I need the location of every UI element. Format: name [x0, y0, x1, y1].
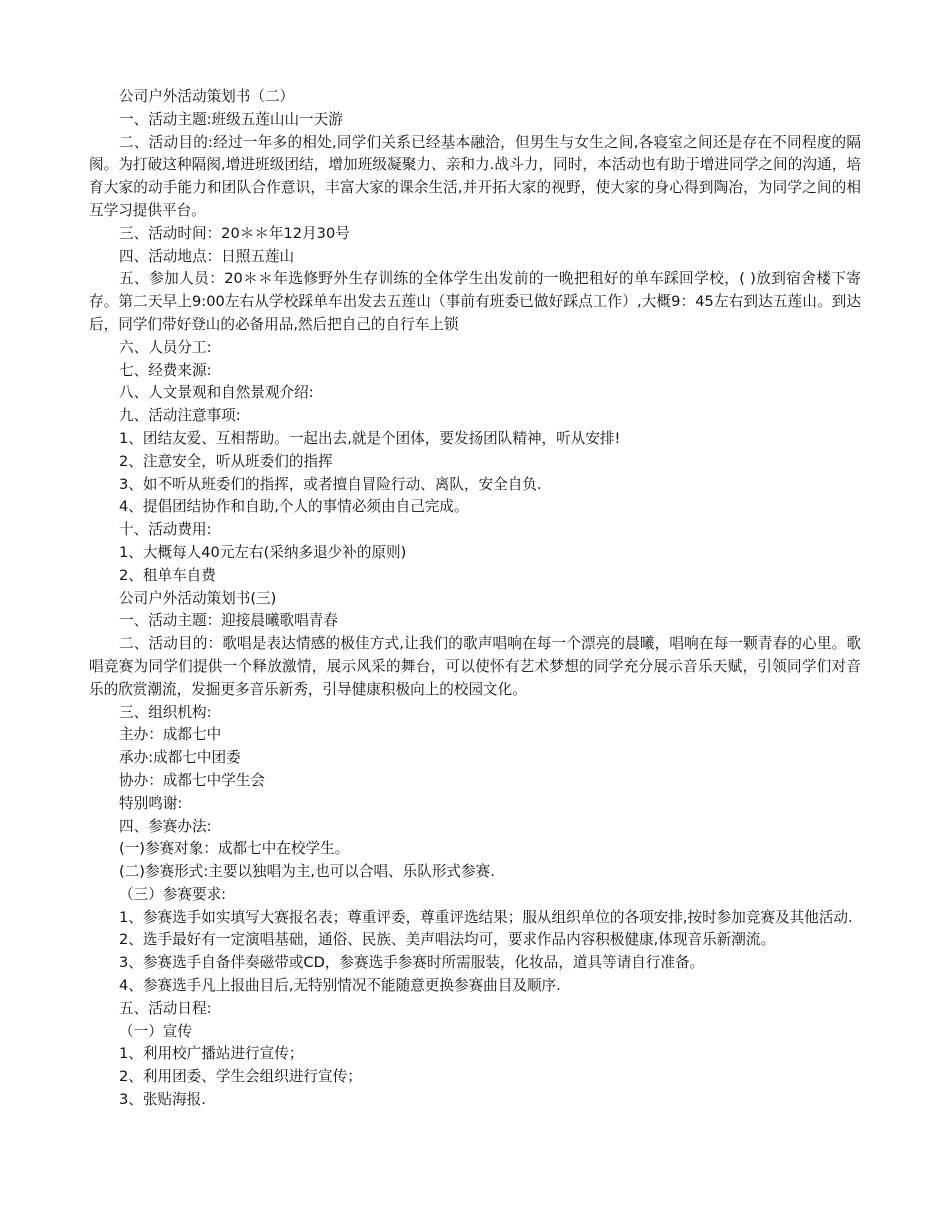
doc-title-3: 公司户外活动策划书(三) [119, 589, 277, 607]
paragraph: 协办：成都七中学生会 [119, 771, 265, 789]
paragraph: 四、活动地点：日照五莲山 [119, 247, 295, 265]
paragraph: 主办：成都七中 [119, 726, 222, 744]
list-item: (一)参赛对象：成都七中在校学生。 [119, 840, 350, 858]
list-item: 4、提倡团结协作和自助,个人的事情必须由自己完成。 [119, 498, 469, 516]
document-body [89, 86, 861, 1112]
list-item: 3、如不听从班委们的指挥，或者擅自冒险行动、离队，安全自负. [119, 475, 542, 493]
paragraph: 六、人员分工: [119, 338, 212, 356]
paragraph: 承办:成都七中团委 [119, 749, 241, 767]
paragraph: 七、经费来源: [119, 361, 212, 379]
list-item: 2、选手最好有一定演唱基础，通俗、民族、美声唱法均可，要求作品内容积极健康,体现音乐新潮流。 [119, 931, 776, 949]
paragraph: 一、活动主题：迎接晨曦歌唱青春 [119, 612, 338, 630]
list-item: 1、团结友爱、互相帮助。一起出去,就是个团体，要发扬团队精神，听从安排! [119, 429, 621, 447]
list-item: 3、参赛选手自备伴奏磁带或CD，参赛选手参赛时所需服装，化妆品，道具等请自行准备。 [119, 954, 705, 972]
paragraph: 二、活动目的:经过一年多的相处,同学们关系已经基本融洽，但男生与女生之间,各寝室之间还是存在不同程度的隔阂。为打破这种隔阂,增进班级团结，增加班级凝聚力、亲和力.战斗力，同时，本活动也有助于增进同学之间的沟通，培育大家的动手能力和团队合作意识，丰富大家的课余生活,并开拓大家的视野，使大家的身心得到陶冶，为同学之间的相互学习提供平台。 [89, 133, 861, 219]
paragraph: （一）宣传 [119, 1022, 192, 1040]
list-item: （三）参赛要求: [119, 885, 227, 903]
paragraph: 三、活动时间：20＊＊年12月30号 [119, 224, 350, 242]
paragraph: 特别鸣谢: [119, 794, 183, 812]
paragraph: 九、活动注意事项: [119, 407, 241, 425]
paragraph: 四、参赛办法: [119, 817, 212, 835]
paragraph: 五、活动日程: [119, 999, 212, 1017]
paragraph: 一、活动主题:班级五莲山山一天游 [119, 110, 343, 128]
list-item: 3、张贴海报. [119, 1091, 206, 1109]
list-item: 2、租单车自费 [119, 566, 216, 584]
doc-title-2: 公司户外活动策划书（二） [119, 88, 295, 105]
paragraph: 八、人文景观和自然景观介绍: [119, 384, 314, 402]
list-item: 2、利用团委、学生会组织进行宣传； [119, 1068, 362, 1086]
paragraph: 三、组织机构: [119, 703, 212, 721]
list-item: 1、利用校广播站进行宣传； [119, 1045, 304, 1063]
list-item: 1、大概每人40元左右(采纳多退少补的原则) [119, 543, 407, 561]
paragraph: 十、活动费用: [119, 521, 212, 539]
paragraph: 二、活动目的：歌唱是表达情感的极佳方式,让我们的歌声唱响在每一个漂亮的晨曦，唱响在每一颗青春的心里。歌唱竞赛为同学们提供一个释放激情，展示风采的舞台，可以使怀有艺术梦想的同学充分展示音乐天赋，引领同学们对音乐的欣赏潮流，发掘更多音乐新秀，引导健康积极向上的校园文化。 [89, 635, 861, 698]
list-item: (二)参赛形式:主要以独唱为主,也可以合唱、乐队形式参赛. [119, 863, 495, 881]
list-item: 4、参赛选手凡上报曲目后,无特别情况不能随意更换参赛曲目及顺序. [119, 977, 561, 995]
list-item: 1、参赛选手如实填写大赛报名表；尊重评委，尊重评选结果；服从组织单位的各项安排,按时参加竞赛及其他活动. [119, 908, 853, 926]
paragraph: 五、参加人员：20＊＊年选修野外生存训练的全体学生出发前的一晚把租好的单车踩回学校，( )放到宿舍楼下寄存。第二天早上9:00左右从学校踩单车出发去五莲山（事前有班委已做好踩点工作）,大概9：45左右到达五莲山。到达后，同学们带好登山的必备用品,然后把自己的自行车上锁 [89, 270, 861, 333]
list-item: 2、注意安全，听从班委们的指挥 [119, 452, 333, 470]
